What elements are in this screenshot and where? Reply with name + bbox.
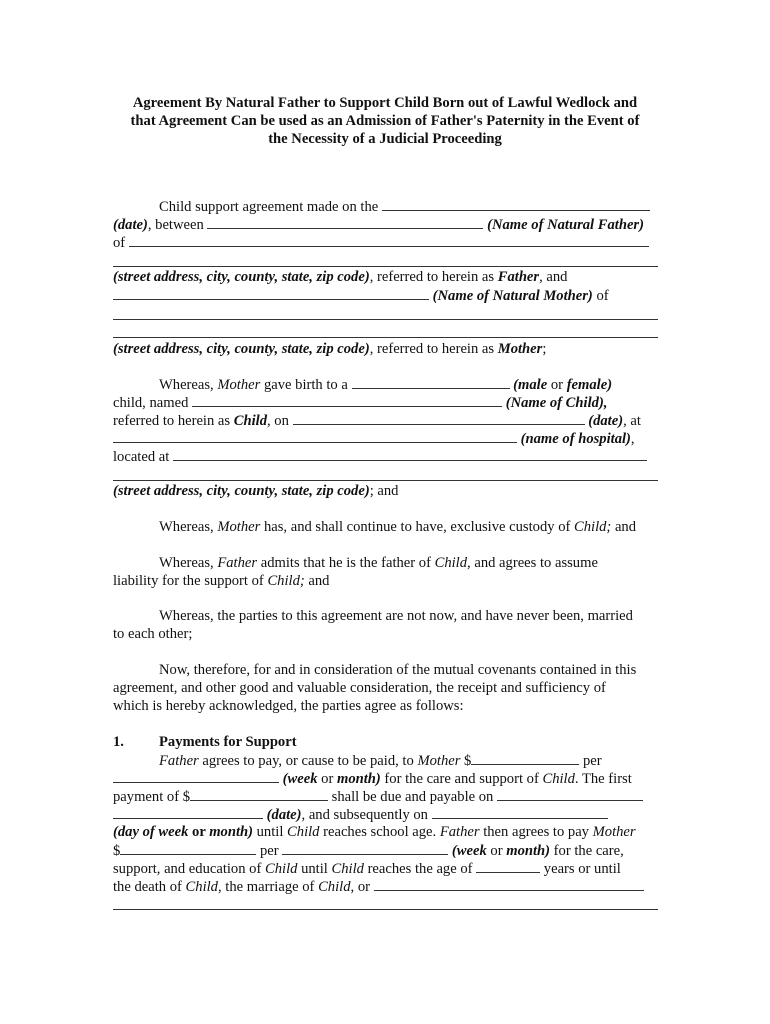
whereas-line: (name of hospital), xyxy=(113,429,658,447)
payment-line: Father agrees to pay, or cause to be paid, to Mother $ per xyxy=(159,753,602,769)
payment-amount-blank[interactable] xyxy=(471,751,579,765)
title-line: the Necessity of a Judicial Proceeding xyxy=(268,131,502,147)
consideration-paragraph: agreement, and other good and valuable consideration, the receipt and sufficiency of xyxy=(113,680,606,696)
mother-name-blank[interactable] xyxy=(113,286,429,300)
whereas-paternity: Whereas, Father admits that he is the father of Child, and agrees to assume xyxy=(159,555,598,571)
payment-period-blank[interactable] xyxy=(113,769,279,783)
father-address-blank-line[interactable] xyxy=(113,266,658,267)
whereas-line: referred to herein as Child, on (date), at xyxy=(113,413,641,429)
child-name-blank[interactable] xyxy=(192,393,502,407)
hospital-name-blank[interactable] xyxy=(113,429,517,443)
whereas-not-married: Whereas, the parties to this agreement are not now, and have never been, married xyxy=(159,608,633,624)
whereas-not-married: to each other; xyxy=(113,626,193,642)
father-address-blank[interactable] xyxy=(129,233,649,247)
intro-line: of xyxy=(113,233,658,251)
first-payment-amount-blank[interactable] xyxy=(190,787,328,801)
birth-date-blank[interactable] xyxy=(293,411,585,425)
section-number: 1. xyxy=(113,734,124,750)
title-line: that Agreement Can be used as an Admission of Father's Paternity in the Event of xyxy=(130,113,640,129)
whereas-paternity: liability for the support of Child; and xyxy=(113,573,330,589)
whereas-line: child, named (Name of Child), xyxy=(113,395,608,411)
title-line: Agreement By Natural Father to Support Child Born out of Lawful Wedlock and xyxy=(132,95,638,111)
intro-line: (Name of Natural Mother) of xyxy=(113,286,658,304)
whereas-line: Whereas, Mother gave birth to a (male or female) xyxy=(159,377,613,393)
section-heading: Payments for Support xyxy=(159,734,297,750)
termination-event-blank-line[interactable] xyxy=(113,909,658,910)
father-name-blank[interactable] xyxy=(207,215,483,229)
termination-event-blank[interactable] xyxy=(374,877,644,891)
payment-line: (week or month) for the care and support of Child. The first xyxy=(113,769,658,787)
first-payment-date-blank[interactable] xyxy=(497,787,643,801)
payment-line: payment of $ shall be due and payable on xyxy=(113,787,658,805)
payment-line: (date), and subsequently on xyxy=(113,805,658,823)
later-payment-amount-blank[interactable] xyxy=(120,841,256,855)
hospital-address-blank-line[interactable] xyxy=(113,480,658,481)
later-payment-period-blank[interactable] xyxy=(282,841,448,855)
intro-line: (street address, city, county, state, zip code), referred to herein as Father, and xyxy=(113,269,568,285)
payment-line: the death of Child, the marriage of Child, or xyxy=(113,877,658,895)
payment-line: $ per (week or month) for the care, xyxy=(113,843,624,859)
consideration-paragraph: which is hereby acknowledged, the parties agree as follows: xyxy=(113,698,464,714)
whereas-line: located at xyxy=(113,447,658,465)
mother-address-blank-line[interactable] xyxy=(113,319,658,320)
subsequent-day-blank[interactable] xyxy=(432,805,608,819)
agreement-date-blank[interactable] xyxy=(382,197,650,211)
document-title xyxy=(100,94,670,148)
child-sex-blank[interactable] xyxy=(352,375,510,389)
whereas-custody: Whereas, Mother has, and shall continue to have, exclusive custody of Child; and xyxy=(159,519,637,535)
intro-line: (street address, city, county, state, zip code), referred to herein as Mother; xyxy=(113,341,547,357)
payment-line: (day of week or month) until Child reaches school age. Father then agrees to pay Mother xyxy=(113,824,636,840)
intro-line: (date), between (Name of Natural Father) xyxy=(113,217,644,233)
mother-address-blank-line[interactable] xyxy=(113,337,658,338)
first-payment-date-blank-2[interactable] xyxy=(113,805,263,819)
intro-line: Child support agreement made on the xyxy=(159,197,658,215)
whereas-line: (street address, city, county, state, zip code); and xyxy=(113,483,399,499)
hospital-address-blank[interactable] xyxy=(173,447,647,461)
consideration-paragraph: Now, therefore, for and in consideration of the mutual covenants contained in this xyxy=(159,662,637,678)
payment-line: support, and education of Child until Child reaches the age of years or until xyxy=(113,861,621,877)
age-blank[interactable] xyxy=(476,859,540,873)
